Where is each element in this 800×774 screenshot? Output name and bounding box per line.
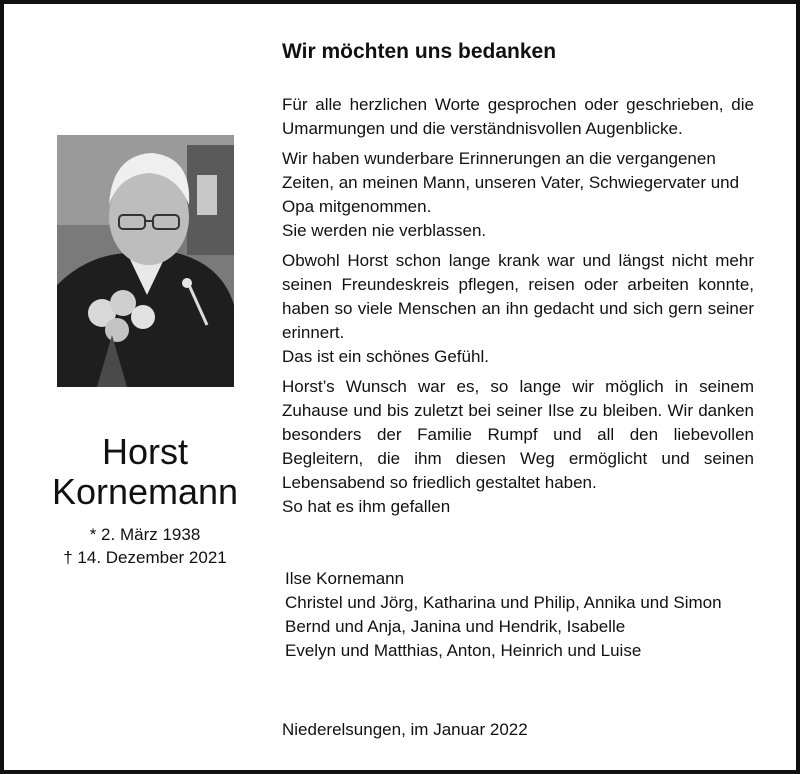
paragraph: Sie werden nie verblassen. xyxy=(282,221,487,240)
family-line: Evelyn und Matthias, Anton, Heinrich und Luise xyxy=(285,641,642,660)
paragraph: Das ist ein schönes Gefühl. xyxy=(282,347,489,366)
death-date: † 14. Dezember 2021 xyxy=(63,548,227,567)
last-name: Kornemann xyxy=(51,471,239,512)
portrait-photo xyxy=(57,135,234,387)
family-list xyxy=(285,567,775,663)
family-line: Ilse Kornemann xyxy=(285,569,405,588)
life-dates xyxy=(40,523,250,569)
paragraph: So hat es ihm gefallen xyxy=(282,497,451,516)
paragraph xyxy=(282,147,754,219)
paragraph: Für alle herzlichen Worte gesprochen oder geschrieben, die Umarmungen und die verständnisvollen Augenblicke. xyxy=(282,95,754,138)
family-line: Bernd und Anja, Janina und Hendrik, Isabelle xyxy=(285,617,626,636)
thanks-text xyxy=(282,93,754,525)
paragraph-text: Wir haben wunderbare Erinnerungen an die vergangenen Zeiten, an meinen Mann, unseren Vater, Schwiegervater und Opa mitgenommen. xyxy=(282,149,740,216)
family-line: Christel und Jörg, Katharina und Philip, Annika und Simon xyxy=(285,593,722,612)
portrait-photo-icon xyxy=(57,135,234,387)
paragraph: Horst’s Wunsch war es, so lange wir möglich in seinem Zuhause und bis zuletzt bei seiner Ilse zu bleiben. Wir danken besonders der Familie Rumpf und all den liebevollen Begleitern, die ihm diesen Weg ermöglicht und seinen Lebensabend so friedlich gestaltet haben. xyxy=(282,377,754,492)
first-name: Horst xyxy=(101,431,188,472)
birth-date: * 2. März 1938 xyxy=(89,525,201,544)
notice-heading: Wir möchten uns bedanken xyxy=(282,40,557,63)
paragraph: Obwohl Horst schon lange krank war und längst nicht mehr seinen Freundeskreis pflegen, reisen oder arbeiten konnte, haben so viele Menschen an ihn gedacht und sich gern seiner erinnert. xyxy=(282,251,754,342)
deceased-name xyxy=(40,432,250,512)
place-and-date: Niederelsungen, im Januar 2022 xyxy=(282,720,528,739)
